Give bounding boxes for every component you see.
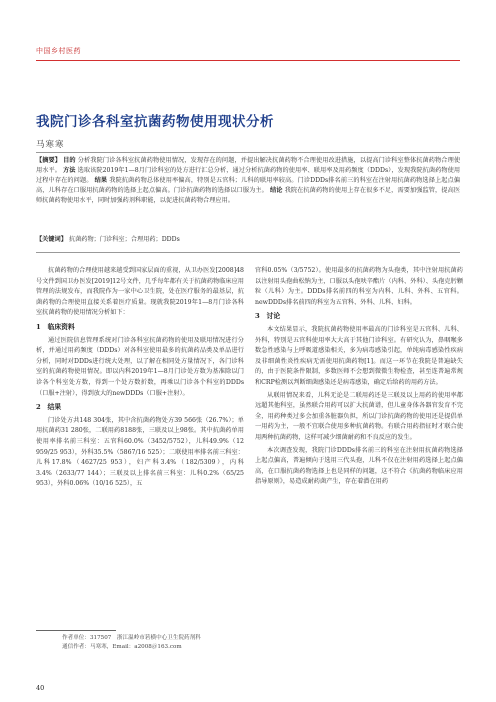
footnote-rule bbox=[36, 630, 116, 631]
section-3-heading: 3 讨论 bbox=[255, 312, 281, 321]
intro-paragraph: 抗菌药物的合理使用越来越受到国家层面的重视，从卫办医发[2008]48号文件到国卫办医发[2019]12号文件，几乎每年都有关于抗菌药物临床应用管理的法规发布，而我院作为一家中心卫生院，处在医疗服务的最基层，抗菌药物的合理使用直接关系着医疗质量。现就我院2019年1—8月门诊各科室抗菌药物的使用情况分析如下： bbox=[36, 267, 244, 317]
discussion-paragraph-1: 本文结果显示，我院抗菌药物使用率最高的门诊科室是五官科、儿科、外科，特别是五官科使用率大大高于其他门诊科室。有研究认为，鼻咽喉多数急性感染与上呼吸道感染相关，多为病毒感染引起，单纯病毒感染性疾病及非细菌性炎性疾病无需使用抗菌药物[1]。而这一环节在我院是普遍缺失的，由于医院条件限制，多数医师不会想到微微生物检查，甚至连普遍常规和CRP检测以判断细菌感染还是病毒感染，确定后给药的用药方法。 bbox=[255, 325, 463, 386]
section-1-heading: 1 临床资料 bbox=[36, 322, 75, 331]
section-2-continued: 官科0.05%（3/5752）。使用最多的抗菌药物为头孢类，其中注射用抗菌药以注射用头孢曲松钠为主，口服以头孢呋辛酯片（内科、外科）、头孢克肟颗粒（儿科）为主。DDDs排名前四的科室为内科、儿科、外科、五官科。newDDDs排名前四的科室为五官科、外科、儿科、妇科。 bbox=[255, 267, 463, 306]
method-label: 方法 bbox=[63, 167, 76, 175]
discussion-paragraph-3: 本次调查发现，我院门诊DDDs排名前三的科室在注射用抗菌药物选择上起点偏高，普遍倾向于选用三代头孢，儿科不仅在注射用药选择上起点偏高，在口服抗菌药物选择上也是同样的问题，这不符合《抗菌药物临床应用指导原则》，易造成耐药菌产生，存在着潜在用药 bbox=[255, 446, 463, 486]
journal-name: 中国乡村医药 bbox=[36, 47, 81, 55]
method-text: 选取该院2019年1—8月门诊科室的处方进行汇总分析，通过分析抗菌药物的使用率、联用率及用药频度（DDDs），发现我院抗菌药物使用过程中存在的问题。 bbox=[36, 167, 461, 185]
right-column bbox=[255, 266, 463, 490]
section-1-paragraph: 通过医院信息管理系统对门诊各科室抗菌药物的使用及联用情况进行分析，并通过用药频度（DDDs）对各科室使用最多的抗菌药品类及单品进行分析，同时对DDDs进行统大处理，以了解在相同处方量情况下，各门诊科室的抗菌药物使用情况。即以内科2019年1—8月门诊处方数为基准除以门诊各个科室处方数，得到一个处方数折数，再乘以门诊各个科室的DDDs（口服+注射），得到放大的newDDDs（口服+注射）。 bbox=[36, 336, 244, 397]
keywords bbox=[36, 235, 460, 245]
result-label: 结果 bbox=[94, 177, 108, 185]
abstract bbox=[36, 156, 460, 206]
author-affiliation: 作者单位：317507 浙江温岭市箬横中心卫生院药剂科 bbox=[62, 635, 201, 641]
objective-label: 目的 bbox=[63, 157, 76, 164]
conclusion-text: 我院在抗菌药物的使用上存在很多不足，需要加强监管，提高医师抗菌药物使用水平，同时加强药剂科职能，以促进抗菌药物合理应用。 bbox=[36, 187, 461, 205]
objective-text: 分析我院门诊各科室抗菌药物使用情况，发现存在的问题，并提出解决抗菌药物不合理使用改进措施，以提高门诊科室整体抗菌药物合理使用水平。 bbox=[36, 157, 461, 175]
left-column bbox=[36, 266, 244, 492]
abstract-top-rule bbox=[36, 152, 460, 153]
result-text: 我院抗菌药物总体使用率偏高，特别是五官科；儿科的联用率较高。门诊DDDs排名前三的科室在注射用抗菌药物选择上起点偏高，儿科存在口服用抗菌药物的选择上起点偏高。门诊抗菌药物的选择以口服为主。 bbox=[36, 177, 461, 195]
conclusion-label: 结论 bbox=[270, 187, 283, 195]
author-name: 马寒寒 bbox=[36, 140, 65, 150]
footnote bbox=[62, 634, 252, 652]
article-title: 我院门诊各科室抗菌药物使用现状分析 bbox=[36, 114, 274, 130]
corresponding-author: 通信作者：马寒寒，Email：a2008＠163.com bbox=[62, 644, 182, 650]
header-rule bbox=[36, 60, 460, 61]
section-2-paragraph: 门诊处方共148 304张，其中含抗菌药物处方39 566张（26.7%）；单用抗菌药31 280张，二联用药8188张，三联及以上98张。其中抗菌药单用使用率排名前三科室：五官科60.0%（3452/5752），儿科49.9%（12 959/25 953），外科35.5%（5867/16 525）；二联使用率排名前三科室：儿科17.8%（4627/25 953），妇产科3.4%（182/5309），内科3.4%（2633/77 144）；三联及以上排名前三科室：儿科0.2%（65/25 953），外科0.06%（10/16 525），五 bbox=[36, 416, 244, 488]
section-2-heading: 2 结果 bbox=[36, 403, 62, 412]
abstract-bottom-rule bbox=[36, 252, 460, 253]
abstract-label: 【摘要】 bbox=[36, 157, 62, 164]
keywords-label: 【关键词】 bbox=[36, 236, 67, 243]
keywords-text: 抗菌药物；门诊科室；合理用药；DDDs bbox=[68, 236, 180, 243]
page-number: 40 bbox=[36, 684, 45, 692]
discussion-paragraph-2: 从联用情况来看，儿科无论是二联用药还是三联及以上用药的使用率都远超其他科室，虽然联合用药可以扩大抗菌谱，但儿童身体各器官发育不完全，用药种类过多会加重各脏器负担，所以门诊抗菌药物的使用还是提倡单一用药为主，一般不宜联合使用多种抗菌药物。有联合用药指征时才联合使用两种抗菌药物，这样可减少细菌耐药和不良反应的发生。 bbox=[255, 391, 463, 441]
